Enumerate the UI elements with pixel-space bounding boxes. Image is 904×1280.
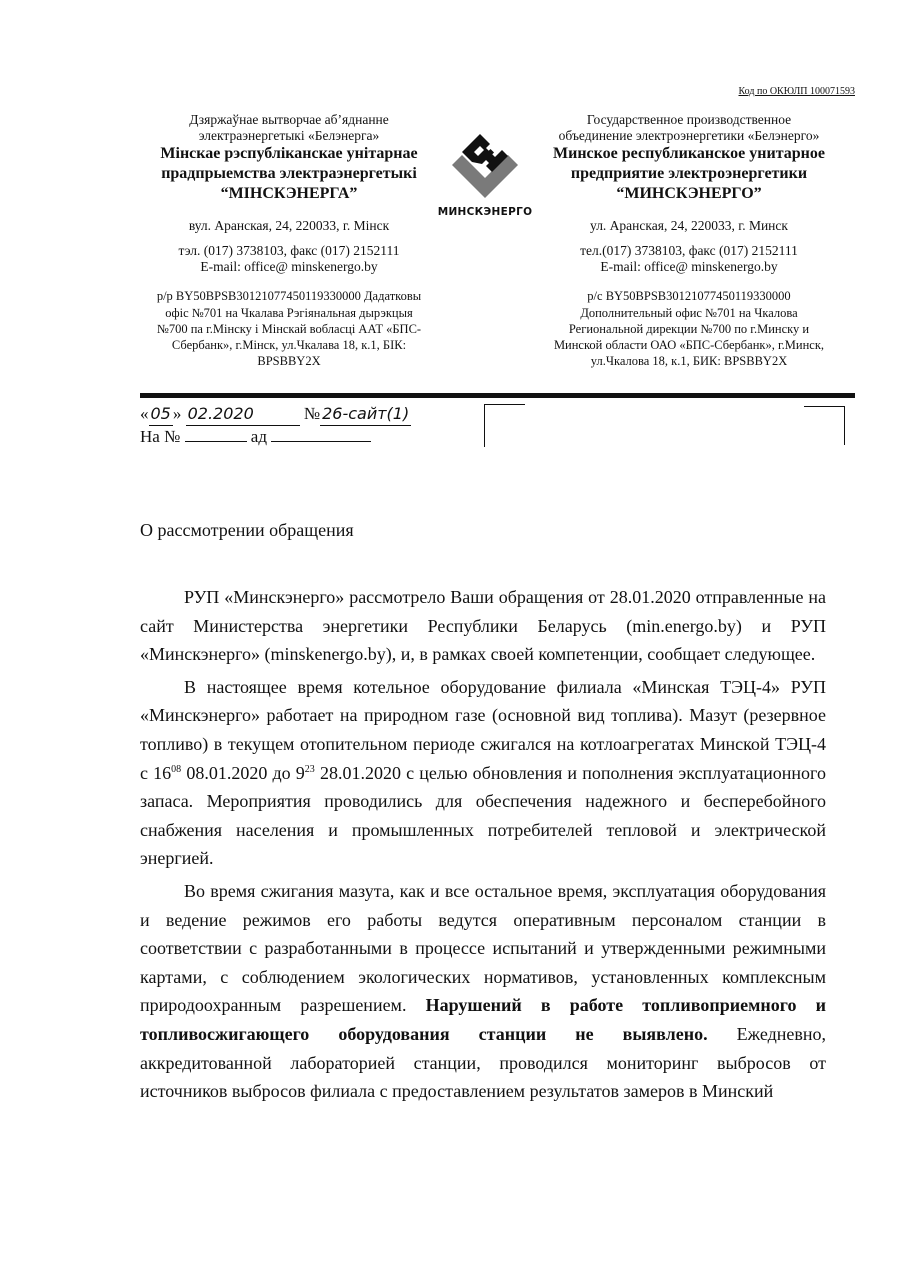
handwritten-day: 05 — [149, 404, 173, 426]
bank-details — [528, 288, 850, 369]
ref-date-blank — [271, 427, 371, 442]
bank-line-3: №700 па г.Мінску і Мінскай вобласці ААТ «БПС- — [156, 321, 422, 336]
bank-line-5: ул.Чкалова 18, к.1, БИК: BPSBBY2X — [590, 354, 788, 369]
paragraph-3: Во время сжигания мазута, как и все остальное время, эксплуатация оборудования и ведение режимов его работы ведутся оперативным персоналом станции в соответствии с разработанными в процессе испытаний и утвержденными режимными картами, с соблюдением экологических нормативов, установленных комплексным природоохранным разрешением. Нарушений в работе топливоприемного и топливосжигающего оборудования станции не выявлено. Ежедневно, аккредитованной лабораторией станции, проводился мониторинг выбросов от источников выбросов филиала с предоставлением результатов замеров в Минский — [140, 880, 826, 1102]
address: ул. Аранская, 24, 220033, г. Минск — [590, 218, 788, 234]
header-divider — [140, 393, 855, 398]
addressee-corner-left — [484, 404, 525, 447]
outgoing-date-number — [140, 403, 411, 426]
company-name-line-1: Минское республиканское унитарное — [553, 145, 825, 163]
company-name-line-1: Мінскае рэспубліканскае унітарнае — [160, 145, 418, 163]
letterhead-right-russian — [528, 112, 850, 370]
company-name-line-3: “МІНСКЭНЕРГА” — [220, 185, 358, 203]
org-line-2: объединение электроэнергетики «Белэнерго» — [558, 128, 820, 144]
registration-block — [140, 403, 411, 448]
org-line-1: Дзяржаўнае вытворчае аб’яднанне — [189, 112, 389, 127]
bank-line-2: Дополнительный офис №701 на Чкалова — [580, 305, 798, 320]
bank-line-3: Региональной дирекции №700 по г.Минску и — [568, 321, 810, 336]
addressee-corner-right — [804, 406, 845, 445]
bank-line-5: BPSBBY2X — [257, 354, 321, 369]
email: E-mail: office@ minskenergo.by — [600, 259, 778, 275]
bold-conclusion: Нарушений в работе топливоприемного и топливосжигающего оборудования станции не выявлено. — [140, 995, 826, 1044]
ref-label: На № — [140, 426, 181, 446]
minskenergo-logo-icon — [450, 132, 520, 198]
letterhead-left-belarusian — [130, 112, 448, 370]
paragraph-2: В настоящее время котельное оборудование филиала «Минская ТЭЦ-4» РУП «Минскэнерго» работает на природном газе (основной вид топлива). Мазут (резервное топливо) в текущем отопительном периоде сжигался на котлоагрегатах Минской ТЭЦ-4 с $16^{08}$ 08.01.2020 до $9^{23}$ 28.01.2020 с целью обновления и пополнения эксплуатационного запаса. Мероприятия проводились для обеспечения надежного и бесперебойного снабжения населения и промышленных потребителей тепловой и электрической энергией. — [140, 676, 826, 869]
paragraph-1: РУП «Минскэнерго» рассмотрело Ваши обращения от 28.01.2020 отправленные на сайт Министерства энергетики Республики Беларусь (min.energo.by) и РУП «Минскэнерго» (minskenergo.by), и, в рамках своей компетенции, сообщает следующее. — [140, 587, 826, 665]
phone-fax: тэл. (017) 3738103, факс (017) 2152111 — [178, 242, 400, 258]
letter-subject: О рассмотрении обращения — [140, 520, 354, 540]
handwritten-date: 02.2020 — [186, 404, 300, 426]
okud-code: Код по ОКЮЛП 100071593 — [738, 86, 855, 97]
reference-line — [140, 426, 411, 448]
org-line-2: электраэнергетыкі «Белэнерга» — [198, 128, 380, 144]
email: E-mail: office@ minskenergo.by — [200, 259, 378, 275]
quote-open: « — [140, 404, 149, 423]
address: вул. Аранская, 24, 220033, г. Мінск — [188, 218, 390, 234]
bank-line-2: офіс №701 на Чкалава Рэгіянальная дырэкцыя — [165, 305, 413, 320]
company-name-line-2: прадпрыемства электраэнергетыкі — [161, 165, 417, 183]
bank-line-4: Минской области ОАО «БПС-Сбербанк», г.Минск, — [553, 338, 825, 353]
ref-number-blank — [185, 427, 247, 442]
bank-line-1: р/с BY50BPSB30121077450119330000 — [587, 289, 791, 304]
bank-line-1: р/р BY50BPSB30121077450119330000 Дадатковы — [156, 289, 422, 304]
quote-close: » — [172, 404, 182, 423]
org-line-1: Государственное производственное — [586, 112, 792, 127]
bank-details — [130, 288, 448, 369]
company-logo — [430, 132, 540, 218]
bank-line-4: Сбербанк», г.Мінск, ул.Чкалава 18, к.1, БІК: — [171, 338, 407, 353]
logo-text: МИНСКЭНЕРГО — [437, 206, 533, 218]
ref-from-label: ад — [250, 426, 267, 446]
letter-body — [140, 583, 826, 1110]
company-name-line-3: “МИНСКЭНЕРГО” — [616, 185, 762, 203]
number-label: № — [303, 404, 321, 423]
handwritten-number: 26-сайт(1) — [320, 404, 411, 426]
phone-fax: тел.(017) 3738103, факс (017) 2152111 — [580, 242, 798, 258]
company-name-line-2: предприятие электроэнергетики — [570, 165, 808, 183]
